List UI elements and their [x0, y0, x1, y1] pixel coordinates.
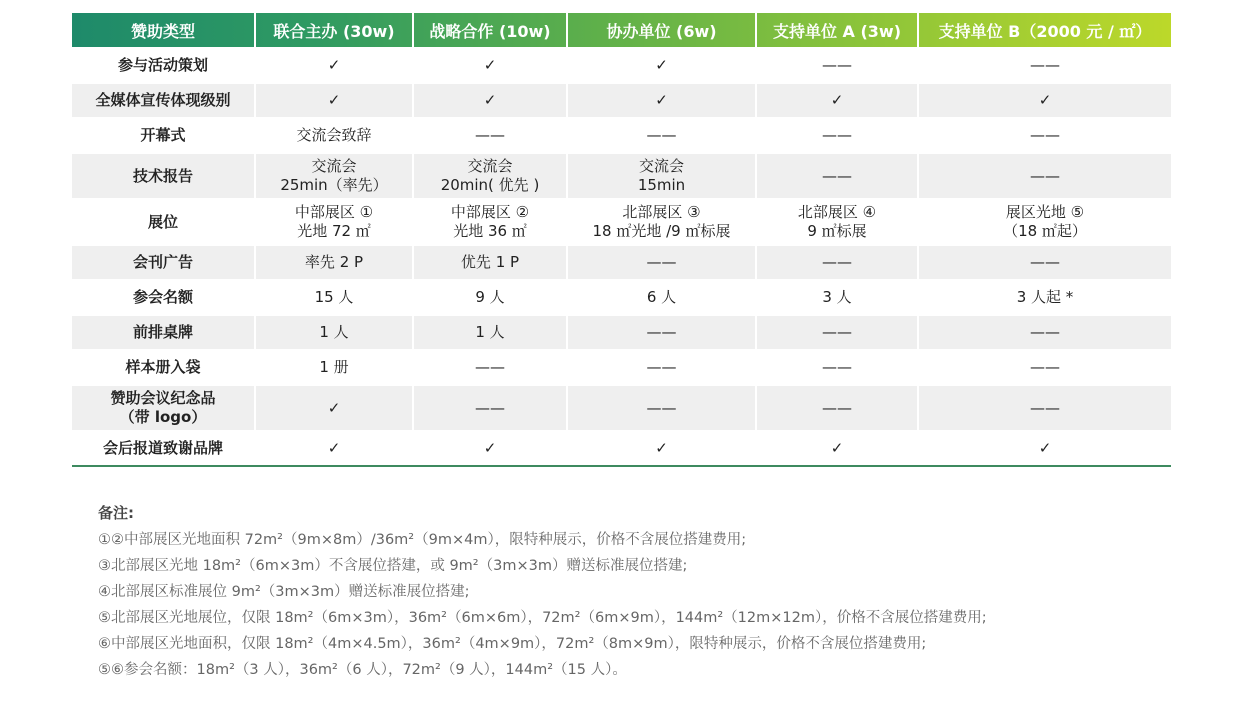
row-label-line: 前排桌牌	[132, 323, 193, 341]
table-cell	[255, 385, 413, 431]
cell-text: 25min（率先）	[280, 176, 388, 194]
table-cell	[567, 83, 756, 118]
cell-text: ——	[646, 398, 677, 417]
cell-text: ——	[1030, 253, 1060, 271]
table-cell	[918, 280, 1171, 315]
cell-text: ✓	[1038, 439, 1052, 457]
table-cell	[567, 118, 756, 153]
header-supporter-b: 支持单位 B（2000 元 / ㎡）	[938, 21, 1152, 41]
cell-text: 9 ㎡标展	[807, 222, 867, 240]
row-label	[72, 385, 255, 431]
cell-text: 9 人	[475, 288, 505, 306]
notes-section	[98, 500, 987, 683]
table-row	[72, 153, 1171, 199]
cell-text: 3 人起 *	[1016, 288, 1074, 306]
cell-text: ——	[1030, 398, 1060, 417]
table-cell	[413, 280, 567, 315]
table-cell	[756, 48, 918, 83]
header-supporter-a: 支持单位 A (3w)	[756, 13, 918, 48]
table-row	[72, 280, 1171, 315]
cell-text: 1 人	[475, 323, 505, 341]
cell-text: ——	[475, 358, 505, 376]
cell-text: ——	[646, 253, 677, 271]
table-cell	[756, 385, 918, 431]
table-row	[72, 48, 1171, 83]
table-cell	[567, 385, 756, 431]
table-cell	[567, 48, 756, 83]
cell-text: 15min	[637, 176, 686, 194]
cell-text: 率先 2 P	[304, 253, 364, 271]
header-sponsor-type: 赞助类型	[72, 13, 255, 48]
row-label	[72, 199, 255, 245]
table-row	[72, 385, 1171, 431]
cell-text: ——	[822, 253, 852, 271]
table-cell	[255, 48, 413, 83]
cell-text: ——	[1030, 126, 1060, 144]
cell-text: 18 ㎡光地 /9 ㎡标展	[592, 222, 731, 240]
cell-text: ——	[822, 126, 852, 144]
table-cell	[567, 153, 756, 199]
cell-text: ✓	[1038, 91, 1052, 109]
table-cell	[756, 245, 918, 280]
table-cell	[567, 245, 756, 280]
cell-text: 1 册	[319, 358, 349, 376]
table-cell	[413, 315, 567, 350]
table-cell	[413, 118, 567, 153]
cell-text: ——	[822, 166, 852, 185]
row-label-line: 开幕式	[140, 126, 186, 144]
row-label	[72, 350, 255, 385]
table-row	[72, 245, 1171, 280]
cell-text: ——	[646, 323, 677, 341]
cell-text: ——	[1030, 358, 1060, 376]
sponsorship-table-wrapper	[72, 13, 1171, 467]
cell-text: ✓	[655, 91, 668, 109]
cell-text: 20min( 优先 )	[440, 176, 540, 194]
cell-text: 北部展区 ③	[622, 203, 701, 221]
row-label	[72, 118, 255, 153]
table-cell	[413, 48, 567, 83]
cell-text: ✓	[327, 91, 341, 109]
table-cell	[918, 385, 1171, 431]
cell-text: ✓	[483, 56, 497, 74]
table-row	[72, 199, 1171, 245]
cell-text: ——	[646, 358, 677, 376]
table-cell	[413, 83, 567, 118]
row-label-line: 参与活动策划	[117, 56, 208, 74]
table-cell	[918, 118, 1171, 153]
table-row	[72, 118, 1171, 153]
sponsorship-table	[72, 13, 1171, 467]
cell-text: ✓	[830, 91, 844, 109]
table-cell	[918, 350, 1171, 385]
table-cell	[255, 245, 413, 280]
row-label-line: 技术报告	[132, 166, 193, 185]
cell-text: ——	[822, 358, 852, 376]
table-cell	[756, 350, 918, 385]
table-cell	[567, 315, 756, 350]
table-cell	[756, 431, 918, 466]
table-cell	[756, 153, 918, 199]
cell-text: 光地 72 ㎡	[297, 222, 371, 240]
table-cell	[255, 118, 413, 153]
cell-text: 北部展区 ④	[797, 203, 877, 221]
table-cell	[255, 431, 413, 466]
note-line: ①②中部展区光地面积 72m²（9m×8m）/36m²（9m×4m），限特种展示，价格不含展位搭建费用;	[98, 532, 747, 548]
row-label-line: 展位	[147, 212, 178, 231]
cell-text: 15 人	[314, 288, 354, 306]
cell-text: 6 人	[646, 288, 677, 306]
notes-title: 备注:	[98, 504, 134, 522]
cell-text: ✓	[327, 439, 341, 457]
cell-text: ✓	[327, 398, 341, 417]
cell-text: ✓	[830, 439, 844, 457]
row-label-line: 样本册入袋	[125, 358, 201, 376]
cell-text: 交流会致辞	[296, 126, 372, 144]
table-cell	[255, 280, 413, 315]
cell-text: 中部展区 ②	[450, 203, 530, 221]
note-line: ⑤⑥参会名额：18m²（3 人），36m²（6 人），72m²（9 人），144m²（15 人）。	[98, 662, 627, 678]
cell-text: ——	[1030, 56, 1060, 74]
table-cell	[255, 199, 413, 245]
cell-text: 3 人	[822, 288, 852, 306]
table-body	[72, 48, 1171, 466]
table-cell	[567, 431, 756, 466]
notes-list	[98, 527, 987, 683]
table-cell	[918, 48, 1171, 83]
table-cell	[413, 385, 567, 431]
table-cell	[756, 315, 918, 350]
row-label	[72, 48, 255, 83]
table-cell	[918, 245, 1171, 280]
row-label-line: 赞助会议纪念品	[110, 389, 216, 407]
table-cell	[756, 118, 918, 153]
cell-text: ✓	[483, 91, 497, 109]
table-cell	[918, 199, 1171, 245]
row-label-line: 会后报道致谢品牌	[102, 439, 223, 457]
cell-text: ✓	[655, 56, 668, 74]
row-label	[72, 245, 255, 280]
row-label	[72, 153, 255, 199]
cell-text: ——	[822, 56, 852, 74]
cell-text: ——	[475, 398, 505, 417]
table-cell	[413, 153, 567, 199]
note-line: ③北部展区光地 18m²（6m×3m）不含展位搭建，或 9m²（3m×3m）赠送标准展位搭建;	[98, 558, 688, 574]
row-label	[72, 315, 255, 350]
cell-text: ——	[646, 126, 677, 144]
table-cell	[756, 280, 918, 315]
header-co-host: 联合主办 (30w)	[255, 13, 413, 48]
table-row	[72, 83, 1171, 118]
cell-text: ——	[822, 323, 852, 341]
note-line: ⑥中部展区光地面积，仅限 18m²（4m×4.5m），36m²（4m×9m），72m²（8m×9m），限特种展示，价格不含展位搭建费用;	[98, 636, 927, 652]
table-cell	[567, 199, 756, 245]
row-label	[72, 83, 255, 118]
header-co-organizer: 协办单位 (6w)	[567, 13, 756, 48]
cell-text: ——	[1030, 166, 1060, 185]
table-cell	[756, 83, 918, 118]
table-cell	[918, 315, 1171, 350]
table-cell	[255, 83, 413, 118]
cell-text: 交流会	[638, 157, 684, 175]
table-row	[72, 315, 1171, 350]
table-cell	[413, 199, 567, 245]
table-cell	[918, 153, 1171, 199]
cell-text: 交流会	[467, 157, 513, 175]
table-cell	[413, 431, 567, 466]
row-label	[72, 431, 255, 466]
cell-text: ——	[475, 126, 505, 144]
cell-text: ✓	[327, 56, 341, 74]
note-line: ⑤北部展区光地展位，仅限 18m²（6m×3m），36m²（6m×6m），72m²（6m×9m），144m²（12m×12m），价格不含展位搭建费用;	[98, 610, 987, 626]
row-label	[72, 280, 255, 315]
cell-text: 交流会	[311, 157, 357, 175]
row-label-line: 会刊广告	[132, 253, 193, 271]
cell-text: ——	[1030, 323, 1060, 341]
table-cell	[756, 199, 918, 245]
table-cell	[255, 350, 413, 385]
cell-text: ✓	[655, 439, 668, 457]
table-cell	[918, 431, 1171, 466]
table-cell	[413, 245, 567, 280]
table-cell	[918, 83, 1171, 118]
cell-text: （18 ㎡起）	[1003, 222, 1087, 240]
table-cell	[567, 350, 756, 385]
row-label-line: （带 logo）	[119, 408, 207, 426]
cell-text: 展区光地 ⑤	[1005, 203, 1085, 221]
row-label-line: 参会名额	[132, 288, 193, 306]
table-cell	[413, 350, 567, 385]
cell-text: ——	[822, 398, 852, 417]
header-strategic-partner: 战略合作 (10w)	[413, 13, 567, 48]
cell-text: 中部展区 ①	[294, 203, 374, 221]
row-label-line: 全媒体宣传体现级别	[95, 91, 231, 109]
cell-text: 优先 1 P	[460, 253, 520, 271]
cell-text: 光地 36 ㎡	[453, 222, 527, 240]
note-line: ④北部展区标准展位 9m²（3m×3m）赠送标准展位搭建;	[98, 584, 470, 600]
table-row	[72, 350, 1171, 385]
cell-text: 1 人	[319, 323, 349, 341]
table-row	[72, 431, 1171, 466]
cell-text: ✓	[483, 439, 497, 457]
table-cell	[255, 153, 413, 199]
table-cell	[567, 280, 756, 315]
table-cell	[255, 315, 413, 350]
table-header-row	[72, 13, 1171, 48]
